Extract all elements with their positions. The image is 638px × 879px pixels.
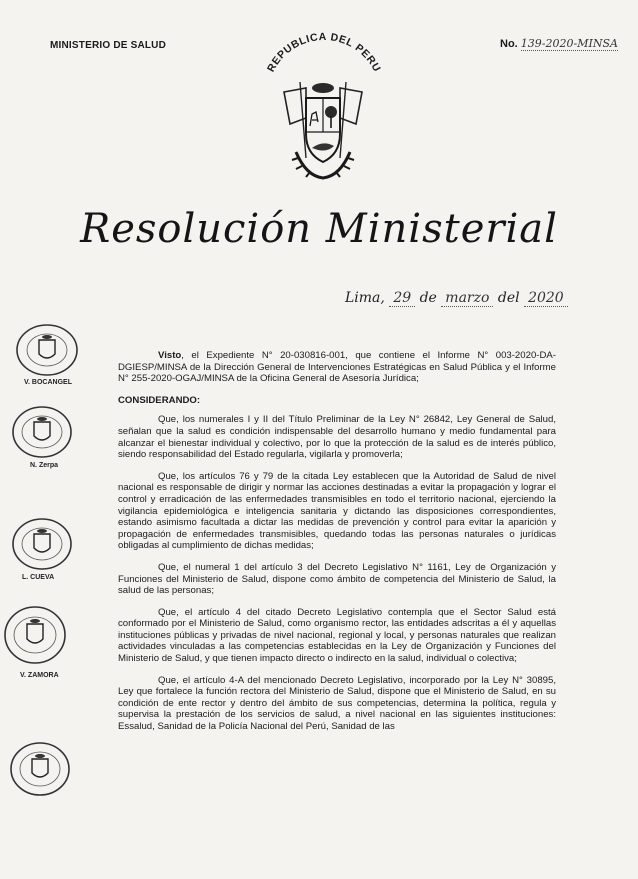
dateline-month: marzo xyxy=(441,290,493,307)
dateline xyxy=(345,290,568,306)
dateline-day: 29 xyxy=(389,290,415,307)
dateline-de: de xyxy=(419,290,437,306)
considerando-heading: CONSIDERANDO: xyxy=(118,394,201,406)
svg-text:REPUBLICA DEL PERU: REPUBLICA DEL PERU xyxy=(265,30,383,75)
seal-label: V. BOCANGEL xyxy=(24,379,72,386)
coat-of-arms-icon xyxy=(276,78,370,182)
seal-label: L. CUEVA xyxy=(22,574,55,581)
body-paragraph: Que, los artículos 76 y 79 de la citada Ley establecen que la Autoridad de Salud de nivel nacional es responsable de dirigir y normar las acciones destinadas a evitar la propagación y lograr el control y erradicación de las enfermedades transmisibles en todo el territorio nacional, ejerciendo la vigilancia epidemiológica e inteligencia sanitaria y dictando las disposiciones correspondientes, estando asimismo facultada a dictar las medidas de prevención y control para evitar la aparición y propagación de enfermedades transmisibles, quedando todas las personas naturales o jurídicas obligadas al cumplimiento de dichas medidas; xyxy=(118,470,556,552)
resolution-number-handwritten: 139-2020-MINSA xyxy=(520,37,618,50)
seal-stamp-icon xyxy=(8,740,72,798)
seal-stamp-icon xyxy=(10,516,74,572)
resolution-number-prefix: No. xyxy=(500,38,518,50)
body-paragraph: Que, el numeral 1 del artículo 3 del Decreto Legislativo N° 1161, Ley de Organización y Funciones del Ministerio de Salud, dispone como ámbito de competencia del Ministerio de Salud, la salud de las personas; xyxy=(118,561,556,597)
document-title: Resolución Ministerial xyxy=(80,206,558,252)
seal-stamp-icon xyxy=(14,322,80,378)
body-paragraph: Que, el artículo 4 del citado Decreto Legislativo contempla que el Sector Salud está conformado por el Ministerio de Salud, como organismo rector, las entidades adscritas a él y aquellas instituciones públicas y privadas de nivel nacional, regional y local, y personas naturales que realizan actividades vinculadas a las competencias establecidas en la Ley de Organización y Funciones del Ministerio de Salud, y que tienen impacto directo o indirecto en la salud, individual o colectiva; xyxy=(118,606,556,665)
seal-label: V. ZAMORA xyxy=(20,672,59,679)
dateline-place: Lima, xyxy=(345,290,385,306)
seal-stamp-icon xyxy=(2,604,68,666)
body-paragraph: Que, el artículo 4-A del mencionado Decreto Legislativo, incorporado por la Ley N° 30895, Ley que fortalece la función rectora del Ministerio de Salud, dispone que el Ministerio de Salud, en su condición de ente rector y dentro del ámbito de sus competencias, determina la política, regula y supervisa la prestación de los servicios de salud, a nivel nacional en las siguientes instituciones: Essalud, Sanidad de la Policía Nacional del Perú, Sanidad de las xyxy=(118,674,556,733)
seal-stamp-icon xyxy=(10,404,74,460)
ministry-name: MINISTERIO DE SALUD xyxy=(50,40,167,51)
visto-paragraph xyxy=(118,350,556,385)
dateline-del: del xyxy=(497,290,520,306)
body-paragraph: Que, los numerales I y II del Título Preliminar de la Ley N° 26842, Ley General de Salud, señalan que la salud es condición indispensable del desarrollo humano y medio fundamental para alcanzar el bienestar individual y colectivo, por lo que la protección de la salud es de interés público, siendo responsabilidad del Estado regularla, vigilarla y promoverla; xyxy=(118,414,556,461)
visto-lead: Visto xyxy=(158,350,182,361)
document-body xyxy=(118,350,556,743)
dateline-year: 2020 xyxy=(524,290,568,307)
seal-label: N. Zerpa xyxy=(30,462,59,469)
visto-text: , el Expediente N° 20-030816-001, que contiene el Informe N° 003-2020-DA-DGIESP/MINSA de la Dirección General de Intervenciones Estratégicas en Salud Pública y el Informe N° 255-2020-OGAJ/MINSA de la Oficina General de Asesoría Jurídica; xyxy=(118,350,556,385)
